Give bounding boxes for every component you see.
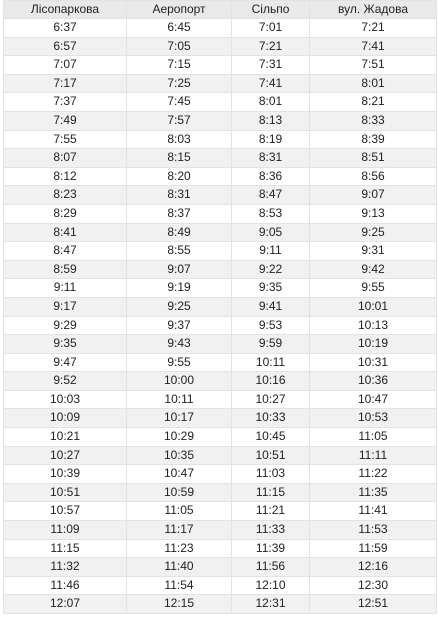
table-row — [4, 390, 437, 409]
table-row — [4, 167, 437, 186]
time-cell-aeroport: 11:17 — [127, 521, 232, 540]
time-cell-lisoparkova: 11:46 — [4, 576, 127, 595]
time-cell-silpo: 10:27 — [232, 390, 310, 409]
time-cell-lisoparkova: 7:07 — [4, 56, 127, 75]
time-cell-aeroport: 8:49 — [127, 223, 232, 242]
time-cell-lisoparkova: 8:41 — [4, 223, 127, 242]
time-cell-aeroport: 8:31 — [127, 186, 232, 205]
time-cell-zhadova: 9:55 — [310, 279, 437, 298]
time-cell-zhadova: 8:21 — [310, 93, 437, 112]
time-cell-lisoparkova: 8:47 — [4, 242, 127, 261]
table-row — [4, 446, 437, 465]
time-cell-aeroport: 6:45 — [127, 19, 232, 38]
time-cell-silpo: 8:36 — [232, 167, 310, 186]
time-cell-lisoparkova: 6:37 — [4, 19, 127, 38]
time-cell-zhadova: 10:36 — [310, 372, 437, 391]
time-cell-zhadova: 10:13 — [310, 316, 437, 335]
table-row — [4, 316, 437, 335]
time-cell-zhadova: 12:30 — [310, 576, 437, 595]
time-cell-zhadova: 11:22 — [310, 465, 437, 484]
time-cell-silpo: 9:35 — [232, 279, 310, 298]
time-cell-silpo: 8:01 — [232, 93, 310, 112]
time-cell-zhadova: 9:07 — [310, 186, 437, 205]
table-row — [4, 19, 437, 38]
time-cell-zhadova: 10:31 — [310, 353, 437, 372]
table-row — [4, 502, 437, 521]
table-row — [4, 521, 437, 540]
time-cell-lisoparkova: 10:51 — [4, 483, 127, 502]
time-cell-aeroport: 10:35 — [127, 446, 232, 465]
table-row — [4, 428, 437, 447]
time-cell-aeroport: 7:25 — [127, 74, 232, 93]
time-cell-zhadova: 8:56 — [310, 167, 437, 186]
table-row — [4, 130, 437, 149]
time-cell-aeroport: 8:55 — [127, 242, 232, 261]
table-row — [4, 539, 437, 558]
table-row — [4, 353, 437, 372]
time-cell-aeroport: 9:37 — [127, 316, 232, 335]
time-cell-lisoparkova: 8:29 — [4, 204, 127, 223]
time-cell-silpo: 9:05 — [232, 223, 310, 242]
table-row — [4, 409, 437, 428]
time-cell-zhadova: 11:41 — [310, 502, 437, 521]
time-cell-silpo: 10:45 — [232, 428, 310, 447]
time-cell-silpo: 9:59 — [232, 335, 310, 354]
time-cell-silpo: 10:51 — [232, 446, 310, 465]
column-header-silpo: Сільпо — [232, 1, 310, 19]
table-row — [4, 204, 437, 223]
time-cell-aeroport: 10:29 — [127, 428, 232, 447]
time-cell-silpo: 7:31 — [232, 56, 310, 75]
time-cell-zhadova: 8:01 — [310, 74, 437, 93]
time-cell-silpo: 8:47 — [232, 186, 310, 205]
time-cell-zhadova: 11:53 — [310, 521, 437, 540]
table-row — [4, 372, 437, 391]
table-row — [4, 279, 437, 298]
table-row — [4, 223, 437, 242]
time-cell-silpo: 11:39 — [232, 539, 310, 558]
time-cell-zhadova: 9:13 — [310, 204, 437, 223]
time-cell-lisoparkova: 9:47 — [4, 353, 127, 372]
time-cell-lisoparkova: 10:09 — [4, 409, 127, 428]
time-cell-lisoparkova: 10:39 — [4, 465, 127, 484]
table-row — [4, 111, 437, 130]
time-cell-zhadova: 11:59 — [310, 539, 437, 558]
time-cell-silpo: 10:33 — [232, 409, 310, 428]
column-header-aeroport: Аеропорт — [127, 1, 232, 19]
table-row — [4, 186, 437, 205]
time-cell-silpo: 9:53 — [232, 316, 310, 335]
time-cell-aeroport: 10:59 — [127, 483, 232, 502]
time-cell-aeroport: 10:17 — [127, 409, 232, 428]
header-row — [4, 1, 437, 19]
time-cell-zhadova: 7:41 — [310, 37, 437, 56]
time-cell-lisoparkova: 7:55 — [4, 130, 127, 149]
time-cell-lisoparkova: 12:07 — [4, 595, 127, 614]
time-cell-silpo: 9:22 — [232, 260, 310, 279]
time-cell-silpo: 7:21 — [232, 37, 310, 56]
time-cell-zhadova: 11:11 — [310, 446, 437, 465]
time-cell-zhadova: 8:51 — [310, 149, 437, 168]
schedule-table-body — [4, 19, 437, 614]
time-cell-lisoparkova: 8:23 — [4, 186, 127, 205]
time-cell-aeroport: 10:00 — [127, 372, 232, 391]
time-cell-lisoparkova: 9:11 — [4, 279, 127, 298]
time-cell-lisoparkova: 8:07 — [4, 149, 127, 168]
time-cell-aeroport: 12:15 — [127, 595, 232, 614]
time-cell-aeroport: 10:47 — [127, 465, 232, 484]
time-cell-zhadova: 12:51 — [310, 595, 437, 614]
time-cell-lisoparkova: 8:12 — [4, 167, 127, 186]
time-cell-silpo: 7:41 — [232, 74, 310, 93]
time-cell-silpo: 12:10 — [232, 576, 310, 595]
time-cell-zhadova: 8:33 — [310, 111, 437, 130]
schedule-table — [3, 0, 437, 614]
table-row — [4, 335, 437, 354]
table-row — [4, 558, 437, 577]
time-cell-silpo: 10:16 — [232, 372, 310, 391]
time-cell-lisoparkova: 7:37 — [4, 93, 127, 112]
time-cell-zhadova: 10:01 — [310, 297, 437, 316]
time-cell-zhadova: 9:25 — [310, 223, 437, 242]
time-cell-aeroport: 9:07 — [127, 260, 232, 279]
time-cell-lisoparkova: 10:21 — [4, 428, 127, 447]
time-cell-silpo: 8:31 — [232, 149, 310, 168]
time-cell-aeroport: 9:55 — [127, 353, 232, 372]
time-cell-lisoparkova: 10:57 — [4, 502, 127, 521]
time-cell-aeroport: 9:43 — [127, 335, 232, 354]
time-cell-aeroport: 8:03 — [127, 130, 232, 149]
time-cell-silpo: 11:56 — [232, 558, 310, 577]
time-cell-zhadova: 10:47 — [310, 390, 437, 409]
time-cell-lisoparkova: 10:27 — [4, 446, 127, 465]
time-cell-aeroport: 7:15 — [127, 56, 232, 75]
time-cell-aeroport: 10:11 — [127, 390, 232, 409]
table-row — [4, 93, 437, 112]
time-cell-aeroport: 7:57 — [127, 111, 232, 130]
time-cell-zhadova: 9:31 — [310, 242, 437, 261]
table-row — [4, 483, 437, 502]
time-cell-lisoparkova: 7:49 — [4, 111, 127, 130]
table-row — [4, 595, 437, 614]
table-row — [4, 576, 437, 595]
time-cell-lisoparkova: 9:35 — [4, 335, 127, 354]
time-cell-silpo: 11:33 — [232, 521, 310, 540]
time-cell-aeroport: 8:37 — [127, 204, 232, 223]
time-cell-zhadova: 8:39 — [310, 130, 437, 149]
time-cell-zhadova: 7:51 — [310, 56, 437, 75]
time-cell-zhadova: 10:53 — [310, 409, 437, 428]
time-cell-aeroport: 8:15 — [127, 149, 232, 168]
time-cell-aeroport: 9:19 — [127, 279, 232, 298]
time-cell-silpo: 9:41 — [232, 297, 310, 316]
time-cell-lisoparkova: 7:17 — [4, 74, 127, 93]
time-cell-lisoparkova: 11:09 — [4, 521, 127, 540]
time-cell-silpo: 11:03 — [232, 465, 310, 484]
table-row — [4, 149, 437, 168]
time-cell-lisoparkova: 8:59 — [4, 260, 127, 279]
table-row — [4, 242, 437, 261]
time-cell-silpo: 7:01 — [232, 19, 310, 38]
time-cell-silpo: 9:11 — [232, 242, 310, 261]
time-cell-aeroport: 8:20 — [127, 167, 232, 186]
table-row — [4, 260, 437, 279]
table-row — [4, 56, 437, 75]
time-cell-silpo: 11:15 — [232, 483, 310, 502]
time-cell-aeroport: 11:54 — [127, 576, 232, 595]
time-cell-aeroport: 11:40 — [127, 558, 232, 577]
table-row — [4, 297, 437, 316]
time-cell-lisoparkova: 6:57 — [4, 37, 127, 56]
time-cell-aeroport: 11:05 — [127, 502, 232, 521]
time-cell-zhadova: 12:16 — [310, 558, 437, 577]
time-cell-zhadova: 9:42 — [310, 260, 437, 279]
time-cell-aeroport: 11:23 — [127, 539, 232, 558]
time-cell-lisoparkova: 11:15 — [4, 539, 127, 558]
time-cell-zhadova: 10:19 — [310, 335, 437, 354]
time-cell-lisoparkova: 11:32 — [4, 558, 127, 577]
time-cell-aeroport: 7:45 — [127, 93, 232, 112]
table-row — [4, 74, 437, 93]
time-cell-zhadova: 11:35 — [310, 483, 437, 502]
column-header-zhadova: вул. Жадова — [310, 1, 437, 19]
table-row — [4, 37, 437, 56]
time-cell-silpo: 8:13 — [232, 111, 310, 130]
time-cell-zhadova: 11:05 — [310, 428, 437, 447]
time-cell-silpo: 10:11 — [232, 353, 310, 372]
time-cell-zhadova: 7:21 — [310, 19, 437, 38]
table-row — [4, 465, 437, 484]
time-cell-lisoparkova: 9:17 — [4, 297, 127, 316]
schedule-table-header — [4, 1, 437, 19]
time-cell-lisoparkova: 9:29 — [4, 316, 127, 335]
time-cell-silpo: 11:21 — [232, 502, 310, 521]
time-cell-silpo: 8:19 — [232, 130, 310, 149]
time-cell-aeroport: 7:05 — [127, 37, 232, 56]
time-cell-lisoparkova: 10:03 — [4, 390, 127, 409]
time-cell-aeroport: 9:25 — [127, 297, 232, 316]
time-cell-lisoparkova: 9:52 — [4, 372, 127, 391]
time-cell-silpo: 12:31 — [232, 595, 310, 614]
time-cell-silpo: 8:53 — [232, 204, 310, 223]
column-header-lisoparkova: Лісопаркова — [4, 1, 127, 19]
